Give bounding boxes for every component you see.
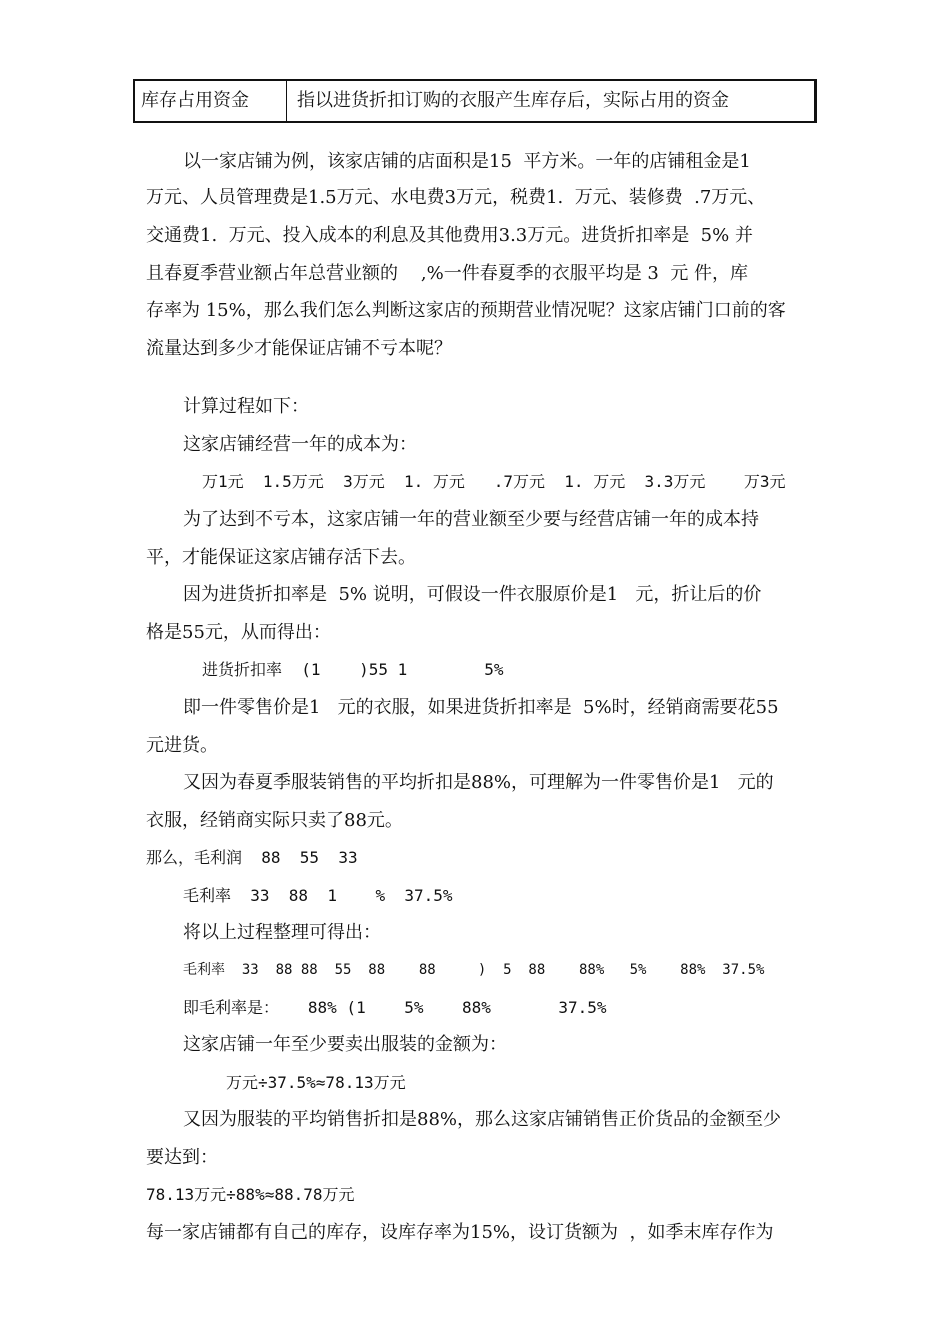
paragraph-line: 将以上过程整理可得出： — [183, 922, 381, 943]
paragraph-line: 要达到： — [146, 1147, 218, 1168]
formula-line: 那么，毛利润 88 55 33 — [146, 848, 358, 867]
formula-line: 即毛利率是： 88% (1 5% 88% 37.5% — [183, 998, 607, 1017]
paragraph-line: 又因为春夏季服装销售的平均折扣是88%，可理解为一件零售价是1 元的 — [183, 772, 774, 793]
paragraph-line: 格是55元，从而得出： — [146, 622, 331, 643]
paragraph-line: 计算过程如下： — [183, 396, 309, 417]
paragraph-line: 这家店铺经营一年的成本为： — [183, 434, 417, 455]
formula-line: 万元÷37.5%≈78.13万元 — [226, 1073, 406, 1092]
paragraph-line: 且春夏季营业额占年总营业额的 ,%一件春夏季的衣服平均是 3 元 件，库 — [146, 263, 749, 284]
paragraph-line: 存率为 15%，那么我们怎么判断这家店的预期营业情况呢？这家店铺门口前的客 — [146, 300, 786, 321]
formula-line: 78.13万元÷88%≈88.78万元 — [146, 1185, 355, 1204]
paragraph-line: 平，才能保证这家店铺存活下去。 — [146, 547, 416, 568]
paragraph-line: 这家店铺一年至少要卖出服装的金额为： — [183, 1034, 507, 1055]
paragraph-line: 交通费1. 万元、投入成本的利息及其他费用3.3万元。进货折扣率是 5% 并 — [146, 225, 753, 246]
table-definition-cell: 指以进货折扣订购的衣服产生库存后，实际占用的资金 — [297, 90, 729, 111]
paragraph-line: 流量达到多少才能保证店铺不亏本呢？ — [146, 338, 452, 359]
paragraph-line: 每一家店铺都有自己的库存，设库存率为15%，设订货额为 ，如季末库存作为 — [146, 1222, 774, 1243]
paragraph-line: 又因为服装的平均销售折扣是88%，那么这家店铺销售正价货品的金额至少 — [183, 1109, 782, 1130]
formula-line: 毛利率 33 88 1 % 37.5% — [183, 886, 453, 905]
paragraph-line: 即一件零售价是1 元的衣服，如果进货折扣率是 5%时，经销商需要花55 — [183, 697, 779, 718]
definition-table — [133, 79, 817, 123]
table-term-cell: 库存占用资金 — [135, 81, 287, 121]
formula-line: 进货折扣率 (1 )55 1 5% — [202, 660, 504, 679]
paragraph-line: 为了达到不亏本，这家店铺一年的营业额至少要与经营店铺一年的成本持 — [183, 509, 759, 530]
formula-line: 万1元 1.5万元 3万元 1. 万元 .7万元 1. 万元 3.3万元 万3元 — [202, 472, 786, 491]
paragraph-line: 因为进货折扣率是 5% 说明，可假设一件衣服原价是1 元，折让后的价 — [183, 584, 762, 605]
paragraph-line: 以一家店铺为例，该家店铺的店面积是15 平方米。一年的店铺租金是1 — [183, 151, 751, 172]
paragraph-line: 元进货。 — [146, 735, 218, 756]
formula-line: 毛利率 33 88 88 55 88 88 ) 5 88 88% 5% 88% 37.5% — [183, 962, 765, 978]
paragraph-line: 衣服，经销商实际只卖了88元。 — [146, 810, 403, 831]
paragraph-line: 万元、人员管理费是1.5万元、水电费3万元，税费1. 万元、装修费 .7万元、 — [146, 187, 766, 208]
